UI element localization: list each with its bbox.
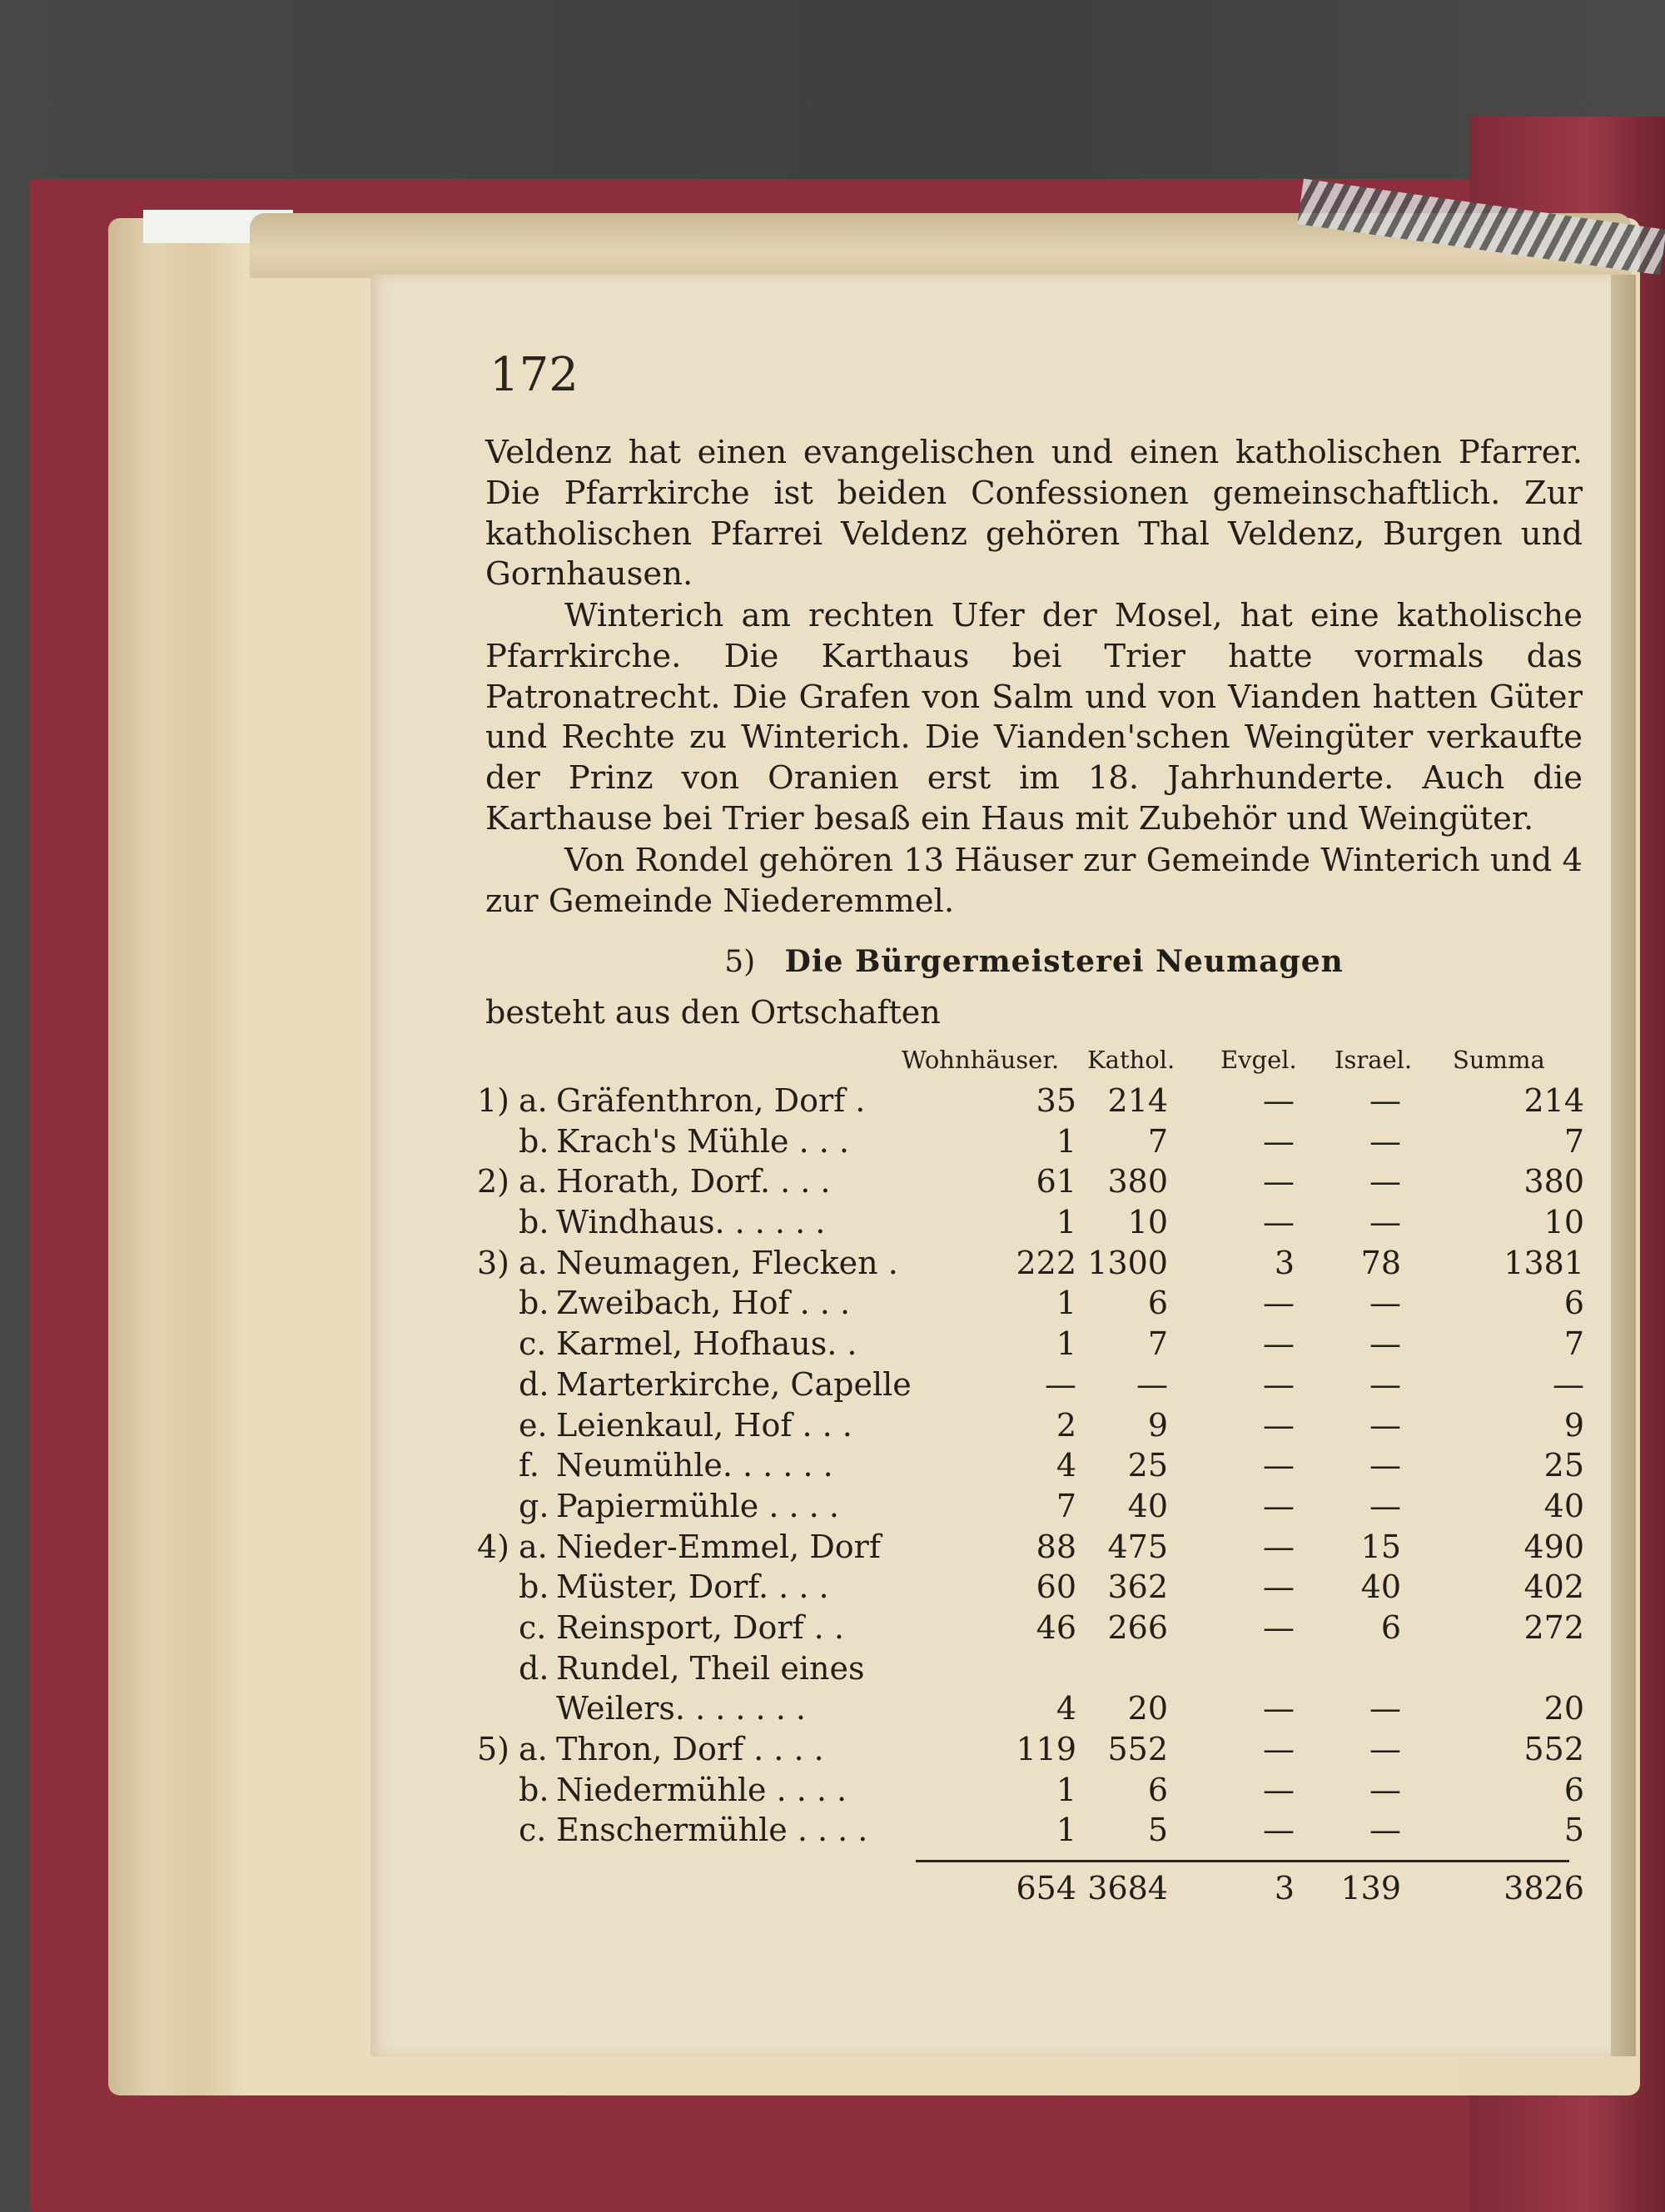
total-sum: 3826 bbox=[1503, 1870, 1584, 1906]
paragraph-veldenz: Veldenz hat einen evangelischen und einen katholischen Pfarrer. Die Pfarrkirche ist beiden Confessionen gemeinschaftlich. Zur katholischen Pfarrei Veldenz gehören Thal Veldenz, Burgen und Gornhausen. bbox=[485, 434, 1583, 594]
section-heading bbox=[485, 944, 1583, 979]
table-row bbox=[477, 1366, 1584, 1407]
section-title: Die Bürgermeisterei Neumagen bbox=[784, 944, 1344, 979]
row-houses: 4 bbox=[1056, 1447, 1076, 1484]
row-sub-letter: b. bbox=[519, 1568, 549, 1606]
row-main-number: 2) bbox=[477, 1163, 510, 1200]
row-houses: 1 bbox=[1056, 1285, 1076, 1322]
row-sub-letter: c. bbox=[519, 1608, 547, 1646]
row-evangelical: — bbox=[1263, 1528, 1295, 1565]
section-number: 5) bbox=[724, 945, 756, 979]
table-row bbox=[477, 1245, 1584, 1285]
row-total: 40 bbox=[1543, 1487, 1584, 1524]
row-catholic: 7 bbox=[1147, 1122, 1168, 1160]
row-place-name: Neumühle. . . . . . bbox=[556, 1447, 833, 1484]
row-total: 7 bbox=[1563, 1122, 1584, 1160]
row-sub-letter: a. bbox=[519, 1244, 548, 1281]
row-israelite: 15 bbox=[1360, 1528, 1401, 1565]
row-catholic: 6 bbox=[1147, 1771, 1168, 1808]
row-place-name: Nieder-Emmel, Dorf bbox=[556, 1528, 881, 1565]
row-houses: 1 bbox=[1056, 1204, 1076, 1241]
row-catholic: 20 bbox=[1127, 1690, 1168, 1727]
row-houses: 35 bbox=[1036, 1082, 1076, 1119]
header-houses: Wohnhäuser. bbox=[902, 1046, 1060, 1074]
row-sub-letter: a. bbox=[519, 1731, 548, 1767]
row-total: 380 bbox=[1523, 1163, 1584, 1200]
row-place-name: Gräfenthron, Dorf . bbox=[556, 1082, 866, 1119]
row-sub-letter: b. bbox=[519, 1204, 549, 1241]
table-row bbox=[477, 1123, 1584, 1164]
row-evangelical: — bbox=[1263, 1163, 1295, 1200]
row-israelite: 6 bbox=[1380, 1608, 1401, 1646]
row-israelite: — bbox=[1369, 1325, 1401, 1363]
row-houses: 46 bbox=[1036, 1608, 1076, 1646]
table-row bbox=[477, 1772, 1584, 1812]
row-sub-letter: b. bbox=[519, 1122, 549, 1160]
row-catholic: 5 bbox=[1147, 1812, 1168, 1849]
total-catholic: 3684 bbox=[1087, 1870, 1168, 1906]
table-row bbox=[477, 1568, 1584, 1609]
row-sub-letter: g. bbox=[519, 1487, 549, 1524]
row-houses: 1 bbox=[1056, 1325, 1076, 1363]
row-evangelical: — bbox=[1263, 1812, 1295, 1849]
row-place-name: Krach's Mühle . . . bbox=[556, 1122, 849, 1160]
row-total: 25 bbox=[1543, 1447, 1584, 1484]
header-israelite: Israel. bbox=[1334, 1046, 1413, 1074]
section-intro: besteht aus den Ortschaften bbox=[485, 994, 941, 1031]
total-houses: 654 bbox=[1016, 1870, 1076, 1906]
row-houses: 7 bbox=[1056, 1487, 1076, 1524]
row-total: 1381 bbox=[1503, 1244, 1584, 1281]
table-header bbox=[477, 1046, 1584, 1082]
row-sub-letter: b. bbox=[519, 1285, 549, 1322]
row-israelite: — bbox=[1369, 1082, 1401, 1119]
row-evangelical: 3 bbox=[1274, 1244, 1295, 1281]
row-sub-letter: d. bbox=[519, 1649, 549, 1687]
row-catholic: 6 bbox=[1147, 1285, 1168, 1322]
row-main-number: 4) bbox=[477, 1528, 510, 1565]
row-israelite: — bbox=[1369, 1812, 1401, 1849]
row-total: 9 bbox=[1563, 1406, 1584, 1444]
row-total: 552 bbox=[1523, 1731, 1584, 1767]
row-total: 5 bbox=[1563, 1812, 1584, 1849]
header-total: Summa bbox=[1453, 1046, 1545, 1074]
row-israelite: — bbox=[1369, 1365, 1401, 1403]
row-israelite: — bbox=[1369, 1690, 1401, 1727]
row-houses: 4 bbox=[1056, 1690, 1076, 1727]
row-place-name: Müster, Dorf. . . . bbox=[556, 1568, 829, 1606]
row-place-name: Windhaus. . . . . . bbox=[556, 1204, 826, 1241]
row-evangelical: — bbox=[1263, 1325, 1295, 1363]
row-main-number: 3) bbox=[477, 1244, 510, 1281]
row-israelite: 78 bbox=[1360, 1244, 1401, 1281]
row-place-name: Weilers. . . . . . . bbox=[556, 1690, 806, 1727]
row-place-name: Enschermühle . . . . bbox=[556, 1812, 868, 1849]
row-evangelical: — bbox=[1263, 1690, 1295, 1727]
row-place-name: Thron, Dorf . . . . bbox=[556, 1731, 824, 1767]
row-houses: 1 bbox=[1056, 1771, 1076, 1808]
row-catholic: 25 bbox=[1127, 1447, 1168, 1484]
row-houses: 2 bbox=[1056, 1406, 1076, 1444]
row-place-name: Karmel, Hofhaus. . bbox=[556, 1325, 857, 1363]
row-israelite: — bbox=[1369, 1731, 1401, 1767]
row-sub-letter: c. bbox=[519, 1812, 547, 1849]
row-total: 7 bbox=[1563, 1325, 1584, 1363]
row-houses: 222 bbox=[1016, 1244, 1076, 1281]
table-row bbox=[477, 1204, 1584, 1245]
row-place-name: Niedermühle . . . . bbox=[556, 1771, 847, 1808]
row-sub-letter: b. bbox=[519, 1771, 549, 1808]
row-place-name: Zweibach, Hof . . . bbox=[556, 1285, 851, 1322]
table-row bbox=[477, 1650, 1584, 1691]
header-catholic: Kathol. bbox=[1087, 1046, 1175, 1074]
row-catholic: 266 bbox=[1107, 1608, 1168, 1646]
table-row bbox=[477, 1082, 1584, 1123]
row-total: 6 bbox=[1563, 1285, 1584, 1322]
row-evangelical: — bbox=[1263, 1204, 1295, 1241]
row-evangelical: — bbox=[1263, 1365, 1295, 1403]
row-sub-letter: a. bbox=[519, 1082, 548, 1119]
table-body bbox=[477, 1082, 1584, 1852]
row-total: — bbox=[1553, 1365, 1584, 1403]
table-row bbox=[477, 1285, 1584, 1325]
paragraph-winterich: Winterich am rechten Ufer der Mosel, hat eine katholische Pfarrkirche. Die Karthaus bei Trier hatte vormals das Patronatrecht. Die Grafen von Salm und von Vianden hatten Güter und Rechte zu Winterich. Die Vianden'schen Weingüter verkaufte der Prinz von Oranien erst im 18. Jahrhunderte. Auch die Karthause bei Trier besaß ein Haus mit Zubehör und Weingüter. bbox=[485, 597, 1583, 838]
row-place-name: Papiermühle . . . . bbox=[556, 1487, 839, 1524]
row-israelite: — bbox=[1369, 1487, 1401, 1524]
row-evangelical: — bbox=[1263, 1447, 1295, 1484]
row-total: 272 bbox=[1523, 1608, 1584, 1646]
row-evangelical: — bbox=[1263, 1122, 1295, 1160]
row-catholic: 475 bbox=[1107, 1528, 1168, 1565]
row-catholic: 10 bbox=[1127, 1204, 1168, 1241]
row-evangelical: — bbox=[1263, 1285, 1295, 1322]
row-houses: 1 bbox=[1056, 1122, 1076, 1160]
row-houses: 61 bbox=[1036, 1163, 1076, 1200]
row-israelite: — bbox=[1369, 1122, 1401, 1160]
row-catholic: 40 bbox=[1127, 1487, 1168, 1524]
total-evangelical: 3 bbox=[1274, 1870, 1295, 1906]
row-evangelical: — bbox=[1263, 1406, 1295, 1444]
paragraph-rondel: Von Rondel gehören 13 Häuser zur Gemeinde Winterich und 4 zur Gemeinde Niederemmel. bbox=[485, 842, 1583, 920]
row-total: 6 bbox=[1563, 1771, 1584, 1808]
row-total: 10 bbox=[1543, 1204, 1584, 1241]
row-houses: 119 bbox=[1016, 1731, 1076, 1767]
row-sub-letter: e. bbox=[519, 1406, 548, 1444]
row-main-number: 5) bbox=[477, 1731, 510, 1767]
row-total: 20 bbox=[1543, 1690, 1584, 1727]
row-place-name: Reinsport, Dorf . . bbox=[556, 1608, 844, 1646]
row-israelite: 40 bbox=[1360, 1568, 1401, 1606]
row-israelite: — bbox=[1369, 1285, 1401, 1322]
row-sub-letter: d. bbox=[519, 1365, 549, 1403]
page-fore-edge bbox=[1611, 275, 1636, 2056]
row-total: 402 bbox=[1523, 1568, 1584, 1606]
row-catholic: 380 bbox=[1107, 1163, 1168, 1200]
row-place-name: Rundel, Theil eines bbox=[556, 1649, 865, 1687]
row-israelite: — bbox=[1369, 1447, 1401, 1484]
row-sub-letter: a. bbox=[519, 1528, 548, 1565]
population-table bbox=[477, 1046, 1584, 1852]
row-sub-letter: f. bbox=[519, 1447, 539, 1484]
total-israelite: 139 bbox=[1340, 1870, 1401, 1906]
row-evangelical: — bbox=[1263, 1731, 1295, 1767]
table-row bbox=[477, 1529, 1584, 1569]
totals-row bbox=[477, 1870, 1584, 1910]
table-row bbox=[477, 1407, 1584, 1448]
header-evangelical: Evgel. bbox=[1220, 1046, 1297, 1074]
row-catholic: 9 bbox=[1147, 1406, 1168, 1444]
table-row bbox=[477, 1163, 1584, 1204]
table-row bbox=[477, 1488, 1584, 1529]
total-rule bbox=[916, 1860, 1569, 1862]
table-row bbox=[477, 1609, 1584, 1650]
row-catholic: 214 bbox=[1107, 1082, 1168, 1119]
row-catholic: 1300 bbox=[1087, 1244, 1168, 1281]
row-sub-letter: c. bbox=[519, 1325, 547, 1363]
row-place-name: Leienkaul, Hof . . . bbox=[556, 1406, 852, 1444]
row-total: 214 bbox=[1523, 1082, 1584, 1119]
table-row bbox=[477, 1690, 1584, 1731]
table-row bbox=[477, 1731, 1584, 1772]
row-catholic: — bbox=[1136, 1365, 1168, 1403]
row-houses: 88 bbox=[1036, 1528, 1076, 1565]
row-place-name: Marterkirche, Capelle bbox=[556, 1365, 912, 1403]
row-evangelical: — bbox=[1263, 1568, 1295, 1606]
row-evangelical: — bbox=[1263, 1608, 1295, 1646]
row-israelite: — bbox=[1369, 1204, 1401, 1241]
row-israelite: — bbox=[1369, 1406, 1401, 1444]
row-catholic: 362 bbox=[1107, 1568, 1168, 1606]
row-israelite: — bbox=[1369, 1771, 1401, 1808]
row-catholic: 552 bbox=[1107, 1731, 1168, 1767]
row-place-name: Neumagen, Flecken . bbox=[556, 1244, 898, 1281]
row-israelite: — bbox=[1369, 1163, 1401, 1200]
table-row bbox=[477, 1447, 1584, 1488]
table-row bbox=[477, 1325, 1584, 1366]
row-place-name: Horath, Dorf. . . . bbox=[556, 1163, 831, 1200]
table-row bbox=[477, 1812, 1584, 1852]
row-total: 490 bbox=[1523, 1528, 1584, 1565]
row-sub-letter: a. bbox=[519, 1163, 548, 1200]
row-houses: — bbox=[1045, 1365, 1076, 1403]
row-evangelical: — bbox=[1263, 1487, 1295, 1524]
row-evangelical: — bbox=[1263, 1771, 1295, 1808]
row-main-number: 1) bbox=[477, 1082, 510, 1119]
row-evangelical: — bbox=[1263, 1082, 1295, 1119]
row-catholic: 7 bbox=[1147, 1325, 1168, 1363]
row-houses: 1 bbox=[1056, 1812, 1076, 1849]
page-number: 172 bbox=[490, 348, 579, 402]
row-houses: 60 bbox=[1036, 1568, 1076, 1606]
